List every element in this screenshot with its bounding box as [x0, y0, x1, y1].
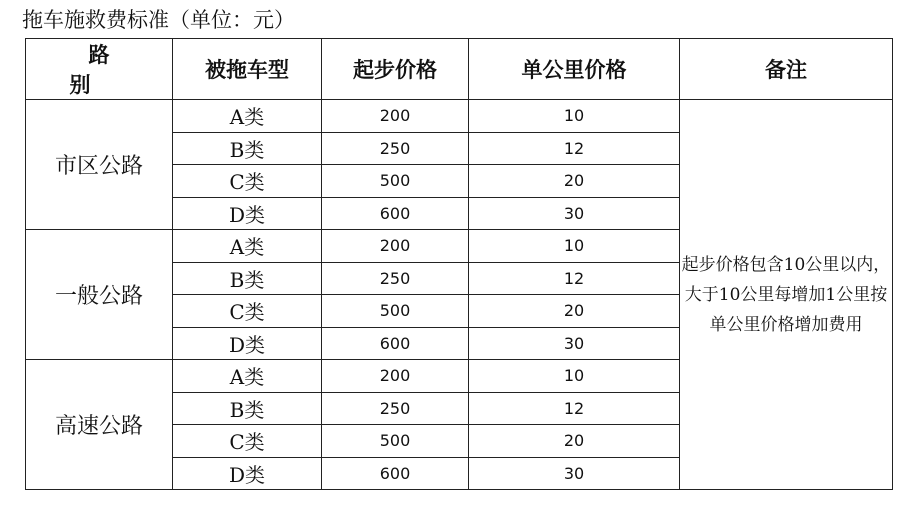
start-price-cell: 200	[322, 230, 469, 263]
start-price-cell: 200	[322, 100, 469, 133]
per-km-price-cell: 10	[469, 230, 680, 263]
header-remark: 备注	[680, 39, 893, 100]
per-km-price-cell: 30	[469, 327, 680, 360]
start-price-cell: 600	[322, 457, 469, 490]
per-km-price-cell: 20	[469, 165, 680, 198]
header-start-price: 起步价格	[322, 39, 469, 100]
start-price-cell: 600	[322, 327, 469, 360]
start-price-cell: 500	[322, 425, 469, 458]
document-title: 拖车施救费标准（单位：元）	[22, 8, 295, 32]
table-row	[26, 100, 893, 133]
header-road: 路别	[26, 39, 173, 100]
vehicle-type-cell: D类	[173, 197, 322, 230]
start-price-cell: 500	[322, 295, 469, 328]
vehicle-type-cell: A类	[173, 230, 322, 263]
vehicle-type-cell: D类	[173, 327, 322, 360]
road-cell: 一般公路	[26, 230, 173, 360]
remark-cell	[680, 100, 893, 490]
vehicle-type-cell: A类	[173, 360, 322, 393]
towing-fee-table	[25, 38, 893, 490]
per-km-price-cell: 12	[469, 262, 680, 295]
per-km-price-cell: 20	[469, 295, 680, 328]
vehicle-type-cell: C类	[173, 425, 322, 458]
start-price-cell: 600	[322, 197, 469, 230]
per-km-price-cell: 30	[469, 197, 680, 230]
per-km-price-cell: 12	[469, 392, 680, 425]
per-km-price-cell: 12	[469, 132, 680, 165]
vehicle-type-cell: B类	[173, 262, 322, 295]
vehicle-type-cell: B类	[173, 392, 322, 425]
vehicle-type-cell: B类	[173, 132, 322, 165]
vehicle-type-cell: C类	[173, 295, 322, 328]
vehicle-type-cell: C类	[173, 165, 322, 198]
per-km-price-cell: 30	[469, 457, 680, 490]
start-price-cell: 250	[322, 262, 469, 295]
header-per-km-price: 单公里价格	[469, 39, 680, 100]
header-vehicle-type: 被拖车型	[173, 39, 322, 100]
start-price-cell: 250	[322, 132, 469, 165]
start-price-cell: 200	[322, 360, 469, 393]
per-km-price-cell: 20	[469, 425, 680, 458]
road-cell: 高速公路	[26, 360, 173, 490]
per-km-price-cell: 10	[469, 100, 680, 133]
start-price-cell: 500	[322, 165, 469, 198]
per-km-price-cell: 10	[469, 360, 680, 393]
remark-text: 起步价格包含10公里以内，大于10公里每增加1公里按单公里价格增加费用	[681, 254, 891, 335]
start-price-cell: 250	[322, 392, 469, 425]
road-cell: 市区公路	[26, 100, 173, 230]
vehicle-type-cell: D类	[173, 457, 322, 490]
vehicle-type-cell: A类	[173, 100, 322, 133]
table-header-row	[26, 39, 893, 100]
